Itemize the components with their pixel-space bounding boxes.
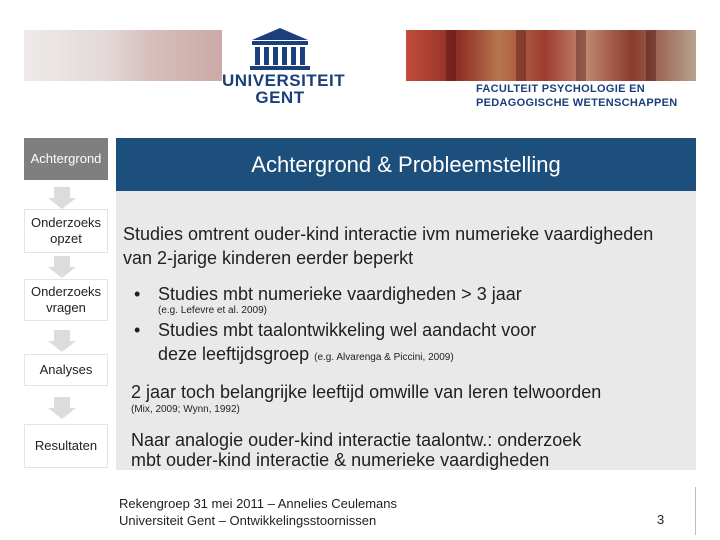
bullet2-line2-row [158, 342, 678, 370]
nav-item-onderzoeks-vragen[interactable]: Onderzoeks vragen [24, 279, 108, 321]
conclusion-line1: Naar analogie ouder-kind interactie taalontw.: onderzoek [131, 430, 582, 450]
faculty-line2: PEDAGOGISCHE WETENSCHAPPEN [476, 97, 678, 109]
footer-line1: Rekengroep 31 mei 2011 – Annelies Ceulemans [119, 496, 397, 511]
paragraph-telwoorden: 2 jaar toch belangrijke leeftijd omwille van leren telwoorden [131, 382, 602, 402]
logo-line2: GENT [255, 88, 305, 107]
footer-line2: Universiteit Gent – Ontwikkelingsstoornissen [119, 513, 377, 528]
nav-item-onderzoeks-opzet[interactable]: Onderzoeks opzet [24, 209, 108, 253]
bullet1-text: Studies mbt numerieke vaardigheden > 3 jaar [158, 284, 522, 304]
header-photo-left [24, 30, 234, 81]
bullet-icon: • [134, 284, 141, 304]
logo-line1: UNIVERSITEIT [222, 71, 346, 90]
bullet2-line1: Studies mbt taalontwikkeling wel aandacht voor [158, 320, 537, 340]
paragraph-telwoorden-citation: (Mix, 2009; Wynn, 1992) [131, 404, 240, 415]
slide-title: Achtergrond & Probleemstelling [116, 138, 696, 191]
faculty-line1: FACULTEIT PSYCHOLOGIE EN [476, 83, 645, 95]
intro-text: Studies omtrent ouder-kind interactie ivm numerieke vaardigheden van 2-jarige kinderen eerder beperkt [123, 224, 654, 268]
bullet-icon: • [134, 320, 141, 340]
nav-arrow-icon [48, 256, 76, 278]
conclusion-line2: mbt ouder-kind interactie & numerieke vaardigheden [131, 450, 550, 470]
bullet2-citation: (e.g. Alvarenga & Piccini, 2009) [314, 352, 454, 363]
nav-arrow-icon [48, 330, 76, 352]
bullet2-line2: deze leeftijdsgroep [158, 344, 310, 364]
faculty-name [476, 82, 678, 110]
nav-item-achtergrond[interactable]: Achtergrond [24, 138, 108, 180]
nav-item-analyses[interactable]: Analyses [24, 354, 108, 386]
university-wordmark [222, 71, 346, 107]
bullet1-citation: (e.g. Lefevre et al. 2009) [158, 305, 267, 316]
nav-arrow-icon [48, 187, 76, 209]
paragraph-conclusion [131, 430, 691, 470]
nav-arrow-icon [48, 397, 76, 419]
conclusion-line1-row [131, 430, 691, 450]
footer [119, 495, 397, 529]
footer-divider [695, 487, 696, 535]
header-photo-right [406, 30, 696, 81]
page-number: 3 [657, 512, 665, 527]
nav-item-resultaten[interactable]: Resultaten [24, 424, 108, 468]
